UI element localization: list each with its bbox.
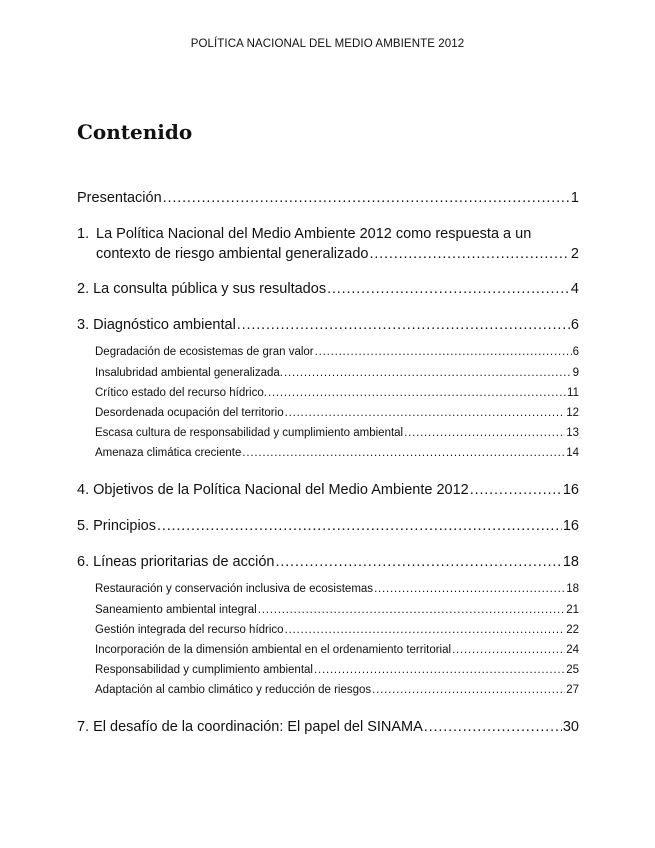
toc-leader [268,387,566,399]
toc-entry-presentacion[interactable] [77,190,579,206]
toc-label: Crítico estado del recurso hídrico. [95,387,267,399]
toc-entry-6[interactable] [77,554,579,570]
toc-page: 16 [562,482,579,498]
toc-label: Presentación [77,190,162,206]
toc-page: 24 [566,644,579,656]
toc-label: Responsabilidad y cumplimiento ambiental [95,664,313,676]
toc-label: Gestión integrada del recurso hídrico [95,624,284,636]
page-header: POLÍTICA NACIONAL DEL MEDIO AMBIENTE 2012 [190,38,465,50]
toc-label: 6. Líneas prioritarias de acción [77,554,275,570]
toc-entry-5[interactable] [77,518,579,534]
toc-page: 13 [566,427,579,439]
toc-label: 4. Objetivos de la Política Nacional del Medio Ambiente 2012 [77,482,469,498]
toc-label: Escasa cultura de responsabilidad y cumplimiento ambiental [95,427,404,439]
toc-leader [237,317,570,333]
toc-subentry[interactable] [95,367,579,379]
toc-page: 30 [562,719,579,735]
toc-label: 7. El desafío de la coordinación: El papel del SINAMA [77,719,423,735]
toc-leader [157,518,562,534]
toc-leader [369,246,569,262]
toc-entry-7[interactable] [77,719,579,735]
toc-label: 5. Principios [77,518,156,534]
toc-leader [374,583,565,595]
toc-page: 27 [566,684,579,696]
toc-leader [163,190,570,206]
toc-page: 18 [562,554,579,570]
toc-subentry[interactable] [95,427,579,439]
toc-leader [404,427,565,439]
toc-page: 18 [566,583,579,595]
toc-subentry[interactable] [95,664,579,676]
toc-leader [284,367,572,379]
toc-leader [242,447,565,459]
toc-page: 2 [570,246,579,262]
toc-leader [372,684,565,696]
toc-label: 3. Diagnóstico ambiental [77,317,236,333]
toc-label: Desordenada ocupación del territorio [95,407,284,419]
toc-label: Adaptación al cambio climático y reducción de riesgos [95,684,372,696]
toc-number: 1. [77,226,90,242]
toc-subentry[interactable] [95,447,579,459]
toc-subentry[interactable] [95,644,579,656]
toc-label: 2. La consulta pública y sus resultados [77,281,327,297]
toc-leader [285,624,566,636]
toc-leader [315,346,572,358]
toc-subentry[interactable] [95,346,579,358]
toc-label: Restauración y conservación inclusiva de ecosistemas [95,583,374,595]
toc-leader [327,281,570,297]
toc-label: Insalubridad ambiental generalizada. [95,367,283,379]
page-title: Contenido [77,120,193,144]
toc-page: 9 [572,367,579,379]
toc-subentry[interactable] [95,583,579,595]
toc-page: 6 [572,346,579,358]
toc-subentry[interactable] [95,604,579,616]
toc-leader [470,482,562,498]
toc-page: 22 [566,624,579,636]
toc-entry-4[interactable] [77,482,579,498]
toc-leader [314,664,565,676]
toc-label: Amenaza climática creciente [95,447,242,459]
toc-page: 4 [570,281,579,297]
toc-leader [275,554,561,570]
toc-leader [285,407,566,419]
toc-subentry[interactable] [95,624,579,636]
toc-leader [452,644,565,656]
toc-page: 12 [566,407,579,419]
toc-entry-3[interactable] [77,317,579,333]
toc-page: 25 [566,664,579,676]
toc-label-line1: La Política Nacional del Medio Ambiente 2012 como respuesta a un [96,226,532,242]
toc-page: 21 [566,604,579,616]
toc-subentry[interactable] [95,684,579,696]
toc-label: Saneamiento ambiental integral [95,604,257,616]
toc-page: 6 [570,317,579,333]
toc-page: 16 [562,518,579,534]
toc-label: Degradación de ecosistemas de gran valor [95,346,314,358]
toc-leader [424,719,562,735]
toc-page: 1 [570,190,579,206]
toc-subentry[interactable] [95,407,579,419]
toc-label-line2: contexto de riesgo ambiental generalizado [96,246,369,262]
toc-page: 14 [566,447,579,459]
toc-subentry[interactable] [95,387,579,399]
toc-label: Incorporación de la dimensión ambiental en el ordenamiento territorial [95,644,452,656]
toc-leader [258,604,565,616]
toc-page: 11 [567,387,579,399]
toc-entry-2[interactable] [77,281,579,297]
